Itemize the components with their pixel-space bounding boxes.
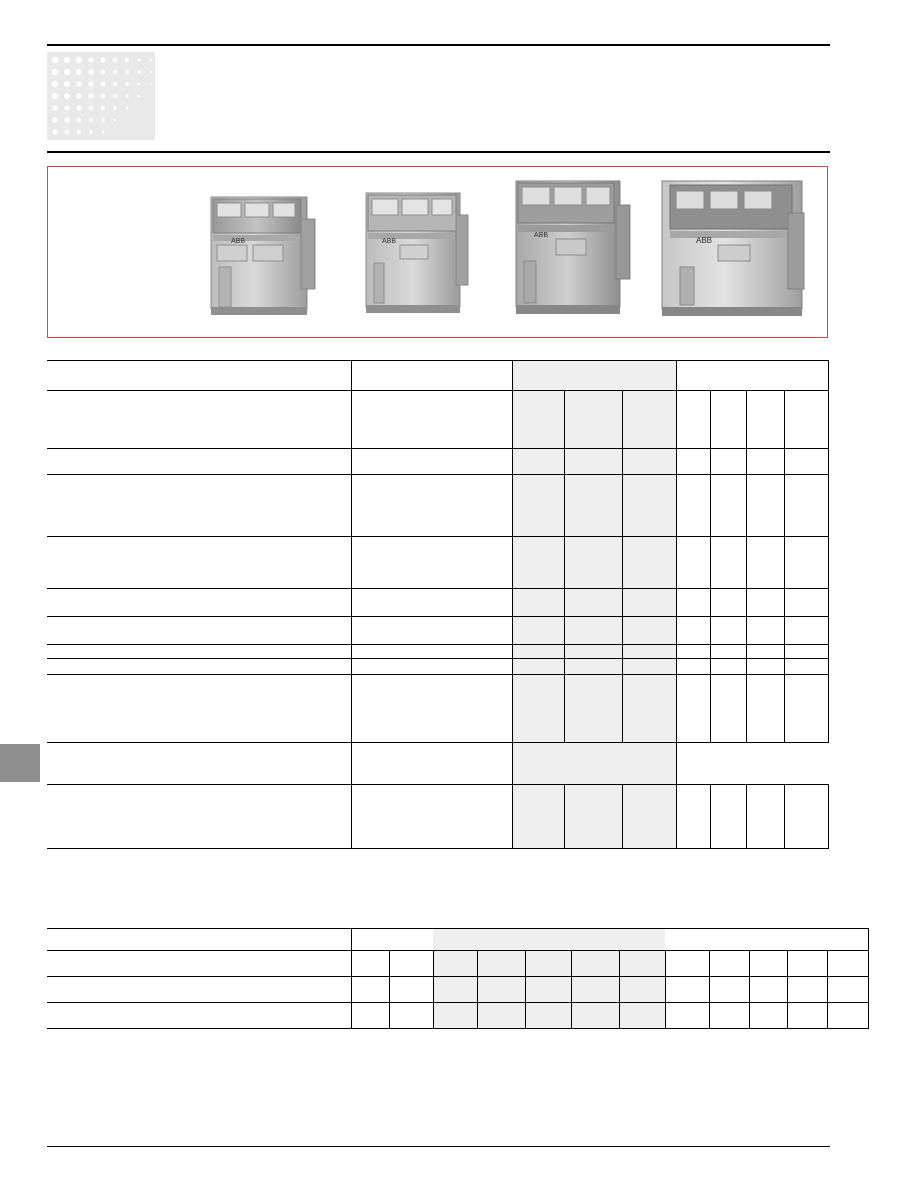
table-row <box>47 589 828 617</box>
table-row <box>47 449 828 475</box>
table-row <box>47 743 828 785</box>
row-value <box>513 537 564 541</box>
row-label <box>47 977 351 981</box>
row-value <box>623 675 676 679</box>
row-label <box>47 785 351 789</box>
row-value <box>711 537 746 541</box>
row-value <box>677 391 710 395</box>
row-value <box>750 951 787 955</box>
row-value <box>513 475 564 479</box>
table-row <box>47 1003 868 1029</box>
row-value <box>747 659 784 663</box>
row-value <box>785 659 828 663</box>
row-value <box>620 977 665 981</box>
row-unit <box>352 589 512 593</box>
row-value <box>390 977 433 981</box>
header-rule-bottom <box>47 151 830 153</box>
row-value <box>513 589 564 593</box>
table-row <box>47 977 868 1003</box>
row-value <box>564 361 622 365</box>
svg-text:ABB: ABB <box>231 238 246 245</box>
row-value <box>390 1003 433 1007</box>
row-value <box>623 645 676 649</box>
row-value <box>747 675 784 679</box>
row-value <box>710 977 749 981</box>
row-value <box>565 589 622 593</box>
row-value <box>747 391 784 395</box>
row-value <box>677 675 710 679</box>
row-value <box>709 929 749 933</box>
row-value <box>710 951 749 955</box>
row-value <box>785 475 828 479</box>
row-value <box>785 785 828 789</box>
row-value <box>571 929 619 933</box>
row-value <box>711 785 746 789</box>
row-value <box>433 929 477 933</box>
row-value <box>352 1003 389 1007</box>
product-photo-2 <box>360 179 472 317</box>
product-photo-3 <box>508 171 636 319</box>
product-image-band <box>47 166 828 338</box>
row-value <box>677 475 710 479</box>
row-unit <box>352 645 512 649</box>
row-value <box>710 361 746 365</box>
row-value <box>711 659 746 663</box>
row-value <box>677 449 710 453</box>
table-row <box>47 617 828 645</box>
row-value <box>785 391 828 395</box>
table-row <box>47 785 828 849</box>
row-value <box>785 645 828 649</box>
row-unit <box>352 537 512 541</box>
row-label <box>47 659 351 663</box>
product-photo-1 <box>203 179 323 319</box>
row-value <box>828 951 868 955</box>
row-value <box>785 589 828 593</box>
row-value <box>513 785 564 789</box>
row-value <box>623 449 676 453</box>
row-value <box>565 617 622 621</box>
row-value <box>623 617 676 621</box>
row-value <box>666 977 709 981</box>
row-value <box>711 675 746 679</box>
table-row <box>47 929 868 951</box>
row-value <box>623 537 676 541</box>
row-value <box>565 675 622 679</box>
row-value <box>572 951 619 955</box>
row-value <box>526 951 571 955</box>
row-value <box>434 977 477 981</box>
table-row <box>47 659 828 675</box>
row-value <box>711 391 746 395</box>
row-value <box>623 659 676 663</box>
row-value <box>666 951 709 955</box>
row-value <box>572 1003 619 1007</box>
row-unit <box>352 475 512 479</box>
row-value <box>434 951 477 955</box>
row-value <box>565 449 622 453</box>
row-value <box>784 361 828 365</box>
row-value <box>747 645 784 649</box>
row-value <box>352 951 389 955</box>
row-value <box>565 645 622 649</box>
row-value <box>526 1003 571 1007</box>
row-unit <box>352 617 512 621</box>
row-value <box>525 929 571 933</box>
row-value <box>677 659 710 663</box>
row-value <box>747 589 784 593</box>
table-row <box>47 645 828 659</box>
table-row <box>47 391 828 449</box>
row-unit <box>352 659 512 663</box>
row-value <box>828 977 868 981</box>
row-value <box>565 475 622 479</box>
row-value <box>565 659 622 663</box>
row-value <box>677 537 710 541</box>
row-label <box>47 449 351 453</box>
row-value <box>513 743 676 747</box>
row-value <box>749 929 787 933</box>
row-unit <box>352 743 512 747</box>
row-value <box>623 475 676 479</box>
row-value <box>677 645 710 649</box>
row-label <box>47 1003 351 1007</box>
row-value <box>620 951 665 955</box>
row-value <box>478 1003 525 1007</box>
specification-table <box>47 360 829 849</box>
product-photo-4 <box>656 173 808 321</box>
svg-text:ABB: ABB <box>382 238 397 245</box>
row-label <box>47 951 351 955</box>
row-value <box>677 361 711 365</box>
halftone-dots-icon <box>47 52 155 140</box>
row-label <box>47 361 351 365</box>
row-value <box>623 391 676 395</box>
row-label <box>47 743 351 747</box>
row-value <box>677 589 710 593</box>
row-value <box>788 951 827 955</box>
row-unit <box>352 391 512 395</box>
row-label <box>47 675 351 679</box>
row-value <box>827 929 868 933</box>
row-value <box>787 929 827 933</box>
row-value <box>513 675 564 679</box>
row-value <box>747 785 784 789</box>
table-row <box>47 537 828 589</box>
row-value <box>711 475 746 479</box>
row-value <box>788 1003 827 1007</box>
row-value <box>666 1003 709 1007</box>
page-side-tab <box>0 744 40 782</box>
header-rule-top <box>47 44 830 46</box>
row-value <box>747 475 784 479</box>
row-value <box>513 645 564 649</box>
table-row <box>47 361 828 391</box>
row-label <box>47 589 351 593</box>
row-value <box>565 537 622 541</box>
row-label <box>47 929 351 933</box>
row-value <box>513 391 564 395</box>
row-label <box>47 617 351 621</box>
row-value <box>711 617 746 621</box>
row-unit <box>352 675 512 679</box>
row-value <box>622 361 676 365</box>
row-value <box>750 1003 787 1007</box>
row-value <box>619 929 665 933</box>
row-value <box>828 1003 868 1007</box>
row-value <box>710 1003 749 1007</box>
row-label <box>47 391 351 395</box>
svg-text:ABB: ABB <box>696 236 713 245</box>
row-value <box>565 391 622 395</box>
row-value <box>620 1003 665 1007</box>
row-unit <box>352 785 512 789</box>
row-value <box>677 743 829 747</box>
row-value <box>711 449 746 453</box>
row-value <box>785 449 828 453</box>
row-value <box>513 617 564 621</box>
row-value <box>785 617 828 621</box>
row-value <box>526 977 571 981</box>
row-value <box>389 929 433 933</box>
row-value <box>390 951 433 955</box>
row-value <box>785 675 828 679</box>
row-value <box>750 977 787 981</box>
row-value <box>785 537 828 541</box>
row-value <box>788 977 827 981</box>
row-value <box>711 589 746 593</box>
row-label <box>47 475 351 479</box>
svg-text:ABB: ABB <box>534 232 549 239</box>
table-row <box>47 675 828 743</box>
row-label <box>47 537 351 541</box>
row-value <box>565 785 622 789</box>
row-value <box>747 537 784 541</box>
row-value <box>572 977 619 981</box>
row-value <box>747 617 784 621</box>
row-value <box>677 617 710 621</box>
table-row <box>47 475 828 537</box>
row-value <box>352 977 389 981</box>
row-value <box>478 951 525 955</box>
row-value <box>434 1003 477 1007</box>
row-value <box>623 589 676 593</box>
row-value <box>746 361 784 365</box>
row-unit <box>352 361 512 365</box>
row-value <box>623 785 676 789</box>
row-value <box>352 929 390 933</box>
footer-rule <box>47 1146 830 1147</box>
row-value <box>513 449 564 453</box>
row-unit <box>352 449 512 453</box>
dimensions-table <box>47 928 869 1029</box>
row-value <box>711 645 746 649</box>
row-value <box>747 449 784 453</box>
row-value <box>513 361 565 365</box>
row-label <box>47 645 351 649</box>
row-value <box>677 785 710 789</box>
row-value <box>513 659 564 663</box>
table-row <box>47 951 868 977</box>
row-value <box>478 977 525 981</box>
row-value <box>477 929 525 933</box>
row-value <box>665 929 709 933</box>
